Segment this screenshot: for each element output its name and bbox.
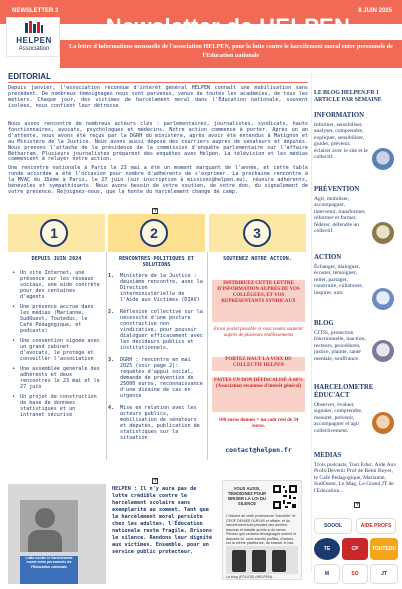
editorial-paragraph-3: Une rencontre nationale à Paris le 23 mai a été un moment marquant de l'année, et cette table ronde accordée a été l'occasion pour nombre d'adhérents de s'exprimer. La prochaine rencontre à la MVAC du 15ème à Paris, le 27 juin (sur inscription à missions@helpen.eu), réunira adhérents, bénévoles et sympathisants. Nous avons besoin de votre soutien, de votre don, du signalement de votre présence. Rejoignez-nous, que la honte du harcèlement change de camp. [8, 165, 308, 195]
blog-heading: LE BLOG HELPEN.FR 1 ARTICLE PAR SEMAINE [314, 90, 382, 103]
contact-email[interactable]: contact@helpen.fr [225, 446, 292, 454]
item-number: 4. [108, 405, 115, 411]
sudouest-logo: SO [342, 564, 368, 584]
item-number: 2. [108, 309, 115, 315]
item-text: DGRH : rencontre en mai 2025 (voir page 2): requêtes d'appui social, demande de prévention de 25000 euros, reconnaissance d'une dizaine de cas en urgence [120, 357, 203, 399]
item-text: Réflexion collective sur la nécessité d'une posture constructive non vindicative, pour pouvoir dialoguer efficacement avec les décideurs publics et institutionnels. [120, 309, 203, 351]
list-item: • Un site Internet, une présence sur les réseaux sociaux, une aide concrète pour des centaines d'agents [12, 270, 102, 300]
information-icon [372, 148, 394, 170]
sidebar-text-action: Échanger, dialoguer, écouter, témoigner, relier, partager, construire, collaborer, inspirer, unir. [314, 264, 364, 296]
column-2-number: 2 [140, 219, 168, 247]
person-head [35, 508, 55, 528]
harcelometre-icon [372, 412, 394, 434]
phone-icon [272, 550, 286, 572]
list-item: • Une présence accrue dans les médias (Marianne, SudOuest, Touteduc, le Café Pédagogique, et podcasts) [12, 304, 102, 334]
poster-caption: Lutte contre le harcèlement moral entre personnels de l'Education nationale [25, 556, 73, 569]
person-body [28, 530, 62, 552]
action-icon [372, 288, 394, 310]
newsletter-subtitle: La lettre d'informations mensuelle de l'association HELPEN, pour la lutte contre le harcèlement moral entre personnels de l'Education nationale [69, 43, 393, 59]
sidebar-text-information: Informer, sensibiliser, analyser, comprendre, expliquer, sensibiliser, guider, prévenir, éclairer avec le site et le collectif. [314, 122, 368, 161]
qr-code-icon[interactable] [272, 484, 298, 510]
sidebar-title-prevention: PRÉVENTION [314, 186, 360, 193]
aide-profs-logo: AIDE PROFS [356, 518, 396, 534]
issue-label: NEWSLETTER 3 [12, 8, 59, 14]
testimony-body: L'histoire de cette professeure "harcelée" et CPOF DENISE DUPUIS et affaire, et du harcèlement subi pendant des années, traumas et bataille qu'elle a dû mener. Pensez que certains témoignages sortent et déposés ici, sans inscrits profilés, d'autres, sur la même plateforme, de brasser le bas [226, 514, 297, 545]
logo-subtitle: Association [18, 46, 50, 52]
helpen-quote: HELPEN : Il n'y aura pas de lutte crédible contre le harcèlement scolaire sans exemplarité au sommet. Tant que le harcèlement moral persiste chez les adultes, l'Éducation nationale reste fragile. Brisons le silence. Rendons leur dignité aux victimes. Ensemble, pour un service public protecteur. [112, 486, 212, 555]
column-2-list [108, 273, 204, 447]
issue-date: 8 JUIN 2025 [358, 8, 392, 14]
media-logo: TE [314, 538, 340, 560]
sidebar-title-information: INFORMATION [314, 112, 365, 119]
sidebar-divider [311, 72, 312, 572]
editorial-heading: EDITORIAL [8, 72, 51, 81]
blog-icon [372, 340, 394, 362]
logo-wordmark: HELPEN [16, 36, 52, 45]
list-item: • Un projet de construction de base de données statistiques et un intranet sécurisé [12, 394, 102, 418]
testimony-title: VOUS AUSSI, TÉMOIGNEZ POUR BRISER LA LOI DU SILENCE [227, 486, 267, 506]
move-handle-icon[interactable]: + [153, 207, 159, 214]
marianne-logo: M [314, 564, 340, 584]
sidebar-text-blog: CITIS, protection fonctionnelle, inaction, recteurs, procédures, justice, plainte, santé mentale, souffrance. [314, 330, 366, 362]
move-handle-icon[interactable]: + [153, 477, 159, 484]
column-2-title: RENCONTRES POLITIQUES ET SOLUTIONS [119, 256, 194, 269]
phone-icon [232, 550, 246, 572]
list-item [108, 273, 204, 303]
editorial-rule [8, 82, 308, 83]
column-3-title: SOUTENEZ NOTRE ACTION. [223, 256, 292, 262]
donate-box: FAITES UN DON DÉFISCALISÉ À 66% (Association reconnue d'intérêt général) [212, 378, 305, 412]
column-1-number: 1 [40, 219, 68, 247]
logo-mark-icon [24, 21, 44, 35]
testimony-footer: Le blog (FOLIOS) (HELPEN)... [226, 575, 276, 579]
list-item: • Une convention signée avec un grand cabinet d'avocats, le protège et conseiller l'association [12, 338, 102, 362]
column-divider [106, 252, 107, 460]
media-logo: CP [342, 538, 368, 560]
column-3-number: 3 [243, 219, 271, 247]
item-number: 3. [108, 357, 115, 363]
phone-icon [252, 550, 266, 572]
media-logo: JT [370, 564, 398, 584]
column-1-list [12, 270, 102, 422]
sidebar-title-medias: MEDIAS [314, 452, 342, 459]
distribute-box: DISTRIBUEZ CETTE LETTRE D'INFORMATION AUPRÈS DE VOS COLLÈGUES, ET VOS REPRÉSENTANTS SYNDICAUX [212, 280, 305, 322]
sidebar-text-medias: Trois podcasts, Tout Educ, Aide Aux Profs/Devenir Prof de Rémi Boyer, le Café Pédagogique, Marianne, SudOuest, Le Mag, Le Grand JT de l'Education… [314, 462, 397, 494]
item-number: 1. [108, 273, 115, 279]
voice-box: PORTEZ HAUT LA VOIX DU COLLECTIF HELPEN [212, 357, 305, 371]
donation-cost-box: 100 euros donnés = un coût réel de 34 euros. [218, 418, 299, 429]
item-text: Ministère de la Justice : deuxième rencontre, avec la Direction interministérielle de l'Aide aux Victimes (DIAV) [120, 273, 203, 303]
prevention-icon [372, 222, 394, 244]
list-item [108, 309, 204, 351]
sidebar-title-action: ACTION [314, 254, 342, 261]
toutedu-logo: TOUTEDU [370, 538, 398, 560]
sidebar-text-prevention: Agir, mobiliser, accompagner, intervenir, transformer, réformer et former, fédérer, défendre un collectif. [314, 196, 366, 235]
list-item: • Une assemblée générale des adhérents et deux rencontres le 23 mai et le 27 juin [12, 366, 102, 390]
column-divider [207, 252, 208, 460]
sidebar-title-harcelometre: HARCELOMETRE ÉDUC'ACT [314, 384, 374, 399]
list-item [108, 405, 204, 441]
sidebar-text-harcelometre: Observer, évaluer, signaler, comprendre, mesurer, prévenir, accompagner et agir collectivement. [314, 402, 363, 434]
postal-box: Envoi postal possible si vous voulez soutenir auprès de plusieurs établissements [213, 327, 304, 338]
item-text: Mise en relation avec les acteurs publics, mobilisation de sénateurs et députés, publication de statistiques sur la situation [120, 405, 200, 441]
editorial-paragraph-1: Depuis janvier, l'association reconnue d'intérêt général HELPEN connaît une mobilisation sans précédent. De nombreux témoignages nous sont parvenus, venus de toutes les académies, de tous les métiers. Chaque jour, des victimes de harcèlement moral dans l'Éducation nationale, souvent isolées, nous confient leur détresse. [8, 85, 308, 109]
newsletter-title: Newsletter de HELPEN [105, 14, 351, 39]
move-handle-icon[interactable]: + [355, 501, 361, 508]
sooool-logo: SOOOL [314, 518, 352, 534]
sidebar-title-blog: BLOG [314, 320, 334, 327]
list-item [108, 357, 204, 399]
media-logos [314, 518, 400, 586]
editorial-paragraph-2: Nous avons rencontré de nombreux acteurs clés : parlementaires, journalistes, syndicats, hauts fonctionnaires, avocats, psychologues et médecins. Notre action commence à porter. Après un an d'attente, nous avons été reçus par la DGRH du ministère, après avoir été entendus à Matignon et au Ministère de la Justice. Nous avons aussi déposé des courriers auprès de sénateurs et députés. Nous prenons l'attache de la présidence de la commission d'enquête parlementaire sur l'affaire Bétharram. Plusieurs journalistes préparent des enquêtes avec Helpen. La télévision et les médias commencent à relayer notre action. [8, 121, 308, 163]
helpen-logo [6, 17, 60, 57]
column-1-title: DEPUIS JUIN 2024 [31, 256, 82, 262]
